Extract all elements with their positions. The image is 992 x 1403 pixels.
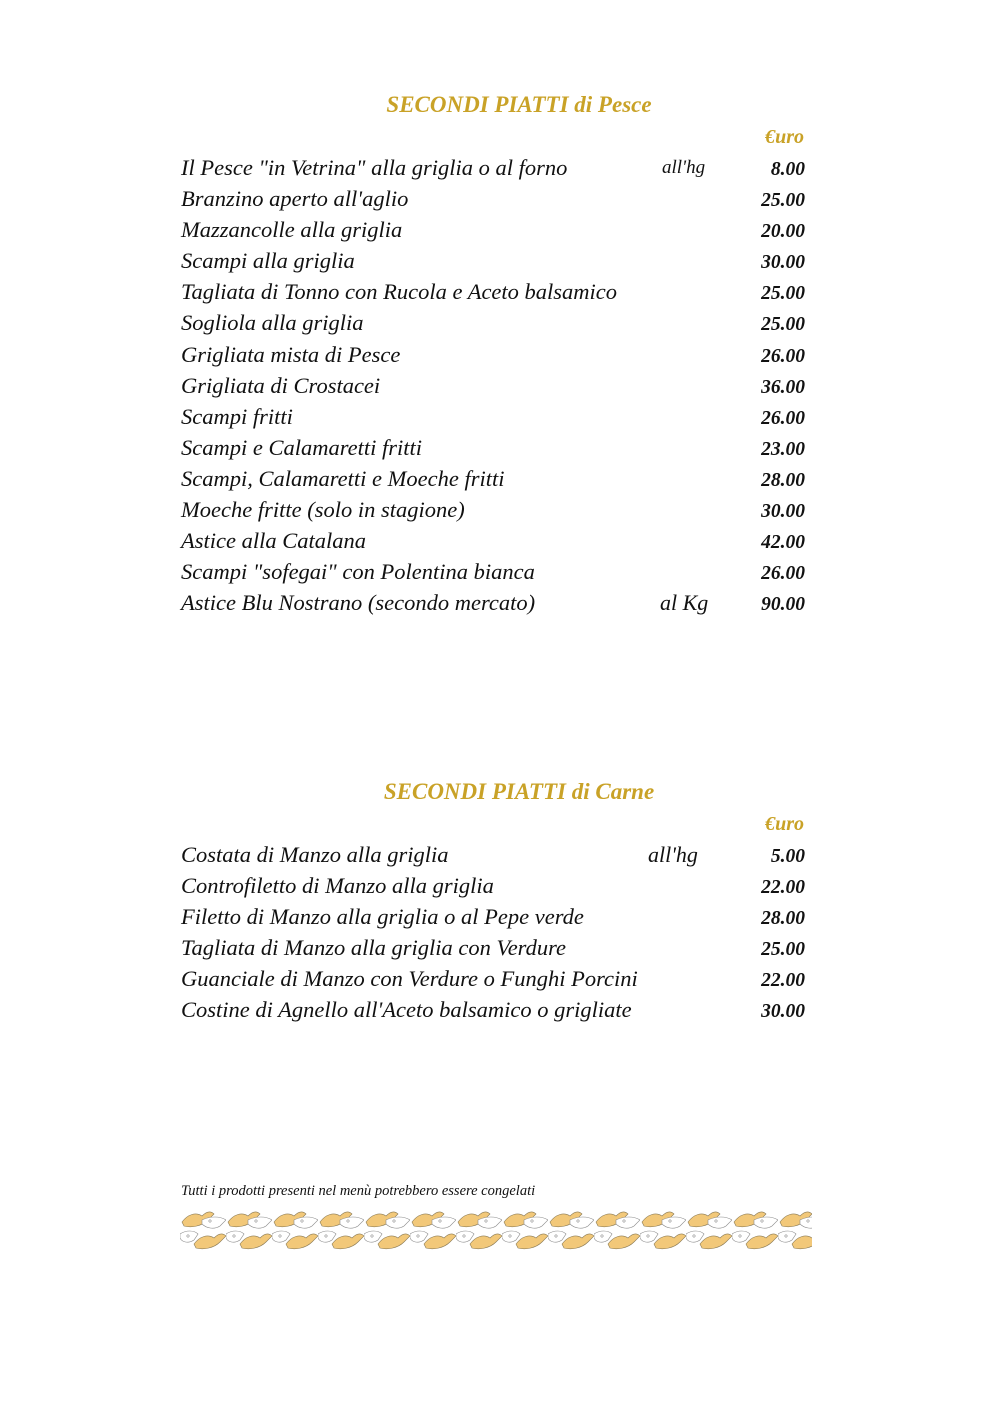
dish-name: Il Pesce "in Vetrina" alla griglia o al forno bbox=[181, 155, 568, 180]
menu-item bbox=[181, 904, 805, 935]
dish-price: 36.00 bbox=[761, 376, 805, 398]
menu-item bbox=[181, 404, 805, 435]
dish-name: Scampi fritti bbox=[181, 403, 293, 429]
dish-name: Tagliata di Manzo alla griglia con Verdure bbox=[181, 935, 567, 961]
menu-item bbox=[181, 873, 805, 904]
dish-price: 25.00 bbox=[761, 190, 805, 212]
dish-price: 30.00 bbox=[761, 252, 805, 274]
dish-name: Tagliata di Tonno con Rucola e Aceto balsamico bbox=[181, 279, 618, 305]
dish-price: 5.00 bbox=[770, 846, 805, 867]
menu-item bbox=[181, 935, 805, 966]
dish-price: 8.00 bbox=[770, 159, 805, 180]
dish-name: Astice Blu Nostrano (secondo mercato) bbox=[181, 590, 536, 616]
dish-price: 26.00 bbox=[761, 345, 805, 367]
menu-item bbox=[181, 248, 805, 279]
dish-price: 22.00 bbox=[761, 877, 805, 899]
menu-item bbox=[181, 186, 805, 217]
menu-item bbox=[181, 435, 805, 466]
dish-unit: al Kg bbox=[660, 590, 709, 616]
dish-name: Branzino aperto all'aglio bbox=[181, 186, 409, 212]
section-title-carne: SECONDI PIATTI di Carne bbox=[383, 779, 655, 804]
dish-price: 25.00 bbox=[761, 939, 805, 961]
menu-item bbox=[181, 310, 805, 341]
dish-price: 23.00 bbox=[761, 438, 805, 460]
menu-item bbox=[181, 842, 805, 873]
dish-price: 30.00 bbox=[761, 1001, 805, 1023]
dish-name: Moeche fritte (solo in stagione) bbox=[181, 497, 465, 523]
dish-unit: all'hg bbox=[662, 157, 706, 178]
dish-name: Guanciale di Manzo con Verdure o Funghi Porcini bbox=[181, 966, 638, 992]
dish-price: 20.00 bbox=[761, 221, 805, 243]
menu-list-pesce bbox=[181, 155, 805, 621]
dish-price: 28.00 bbox=[761, 908, 805, 930]
menu-item bbox=[181, 497, 805, 528]
dish-name: Grigliata di Crostacei bbox=[181, 372, 381, 398]
dish-name: Scampi e Calamaretti fritti bbox=[181, 434, 423, 460]
dish-price: 26.00 bbox=[761, 563, 805, 585]
menu-item bbox=[181, 217, 805, 248]
menu-item bbox=[181, 966, 805, 997]
menu-item bbox=[181, 997, 805, 1028]
dish-price: 26.00 bbox=[761, 407, 805, 429]
dish-name: Scampi alla griglia bbox=[181, 248, 355, 274]
dish-name: Filetto di Manzo alla griglia o al Pepe verde bbox=[181, 904, 584, 930]
currency-label-pesce: €uro bbox=[765, 126, 804, 148]
frozen-products-note: Tutti i prodotti presenti nel menù potrebbero essere congelati bbox=[181, 1183, 536, 1199]
menu-item bbox=[181, 279, 805, 310]
dish-name: Scampi "sofegai" con Polentina bianca bbox=[181, 559, 535, 585]
dish-name: Astice alla Catalana bbox=[181, 528, 366, 554]
dish-price: 42.00 bbox=[761, 532, 805, 554]
dish-name: Controfiletto di Manzo alla griglia bbox=[181, 873, 494, 899]
dish-name: Scampi, Calamaretti e Moeche fritti bbox=[181, 465, 505, 491]
dish-unit: all'hg bbox=[648, 842, 698, 867]
dove-pattern-border-icon bbox=[180, 1208, 812, 1252]
dish-price: 30.00 bbox=[761, 501, 805, 523]
menu-list-carne bbox=[181, 842, 805, 1029]
dish-price: 25.00 bbox=[761, 283, 805, 305]
dish-price: 22.00 bbox=[761, 970, 805, 992]
dish-name: Costata di Manzo alla griglia bbox=[181, 842, 449, 867]
currency-label-carne: €uro bbox=[765, 813, 804, 835]
menu-item bbox=[181, 559, 805, 590]
dish-price: 90.00 bbox=[761, 594, 805, 616]
dish-price: 25.00 bbox=[761, 314, 805, 336]
dish-price: 28.00 bbox=[761, 469, 805, 491]
menu-item bbox=[181, 466, 805, 497]
menu-item bbox=[181, 373, 805, 404]
menu-item bbox=[181, 590, 805, 621]
dish-name: Sogliola alla griglia bbox=[181, 310, 364, 336]
dish-name: Costine di Agnello all'Aceto balsamico o grigliate bbox=[181, 997, 632, 1023]
dish-name: Grigliata mista di Pesce bbox=[181, 341, 401, 367]
menu-item bbox=[181, 528, 805, 559]
dish-name: Mazzancolle alla griglia bbox=[181, 217, 403, 243]
section-title-pesce: SECONDI PIATTI di Pesce bbox=[386, 92, 652, 117]
menu-item bbox=[181, 155, 805, 186]
menu-item bbox=[181, 342, 805, 373]
